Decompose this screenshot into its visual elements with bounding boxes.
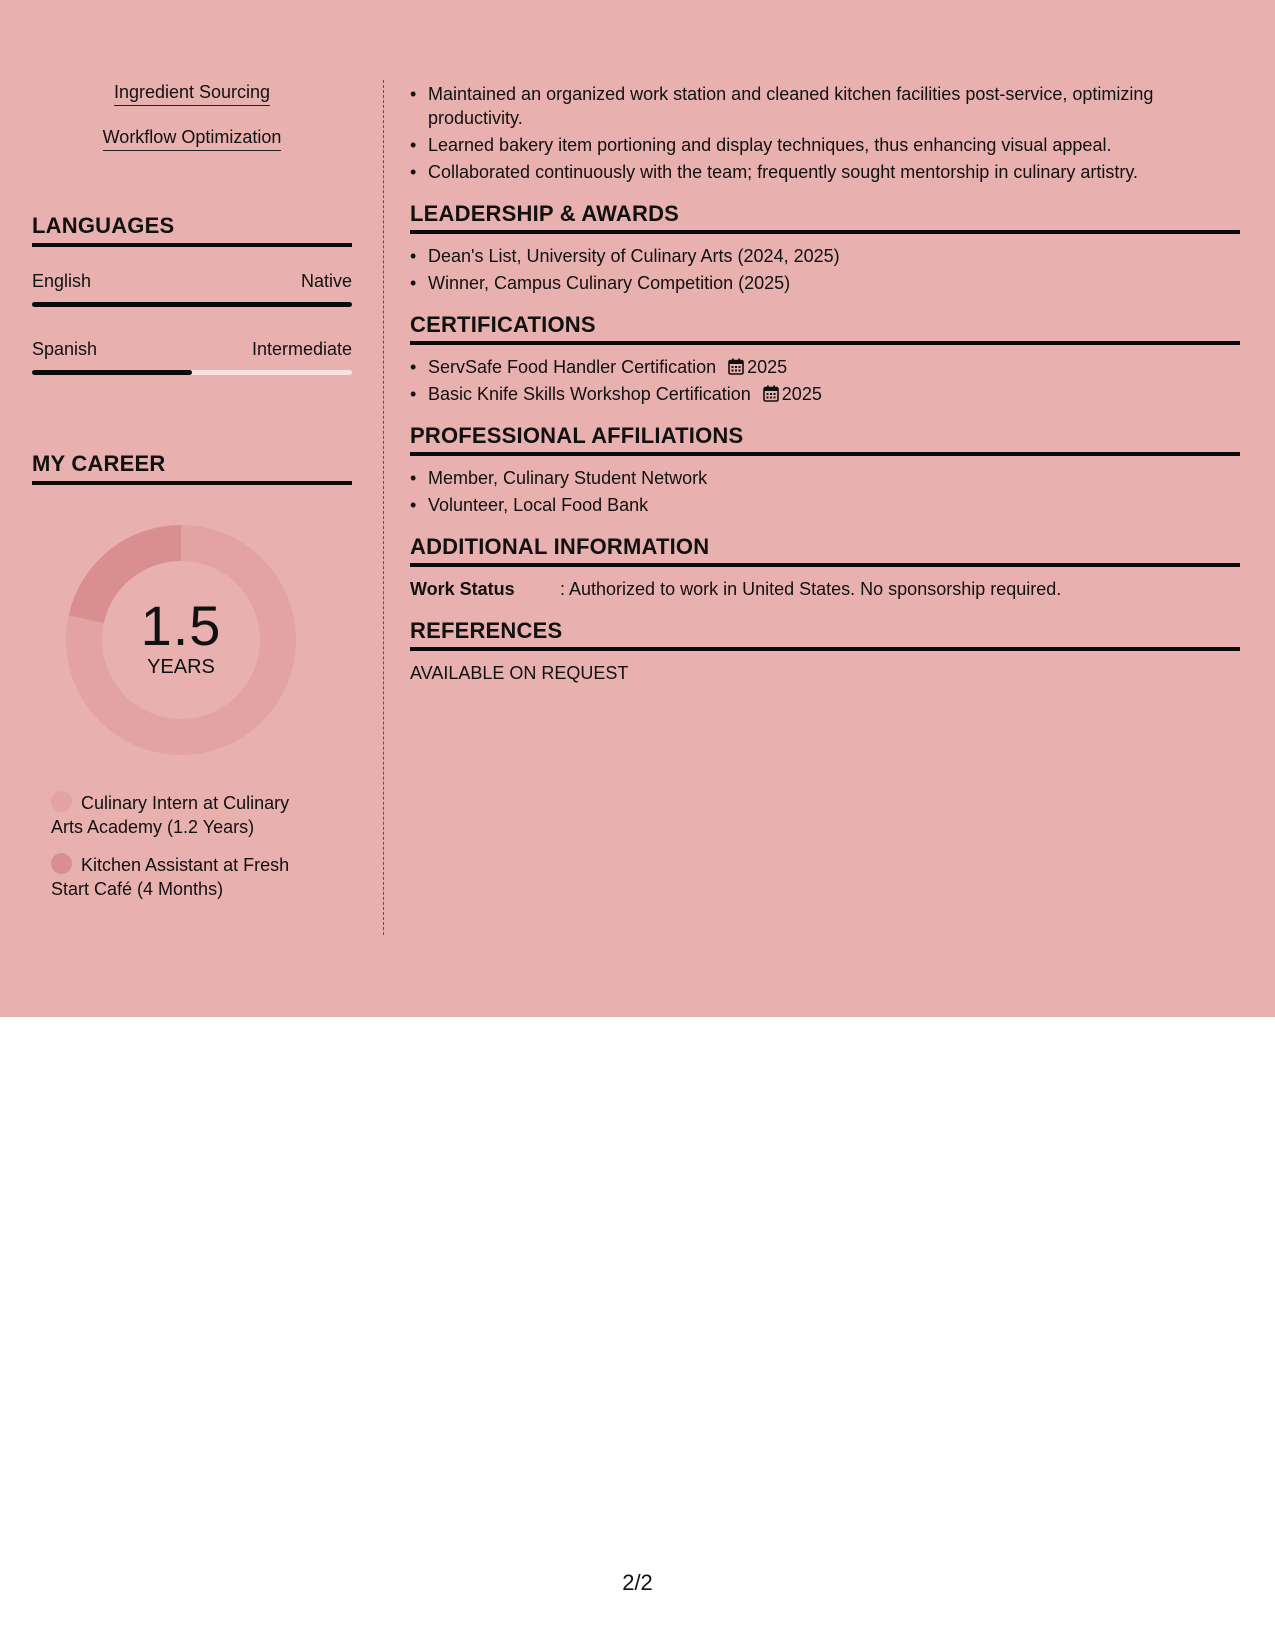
references-heading: REFERENCES — [410, 617, 1240, 651]
certification-year: 2025 — [781, 384, 822, 404]
language-level: Native — [300, 271, 352, 291]
page-number: 2/2 — [622, 1570, 653, 1595]
career-heading: MY CAREER — [32, 450, 352, 485]
calendar-icon — [763, 385, 779, 402]
column-divider — [383, 80, 384, 935]
legend-dot-icon — [51, 853, 72, 874]
list-item: • Dean's List, University of Culinary Arts (2024, 2025) — [410, 244, 1240, 268]
career-total-value: 1.5 — [140, 594, 222, 657]
skill-tag: Workflow Optimization — [103, 125, 282, 151]
certification-name: Basic Knife Skills Workshop Certification — [428, 384, 751, 404]
career-donut-chart — [66, 525, 296, 755]
career-section — [32, 450, 352, 901]
language-bar — [32, 302, 352, 307]
leadership-heading: LEADERSHIP & AWARDS — [410, 200, 1240, 234]
list-item: • Volunteer, Local Food Bank — [410, 493, 1240, 517]
references-text: AVAILABLE ON REQUEST — [410, 663, 629, 683]
legend-item — [51, 853, 321, 901]
certification-year: 2025 — [747, 357, 788, 377]
certification-name: ServSafe Food Handler Certification — [428, 357, 717, 377]
language-item — [32, 269, 352, 307]
career-total-unit: YEARS — [147, 656, 215, 678]
affiliations-heading: PROFESSIONAL AFFILIATIONS — [410, 422, 1240, 456]
skill-tag: Ingredient Sourcing — [114, 80, 270, 106]
language-level: Intermediate — [251, 339, 352, 359]
certifications-list — [410, 355, 1240, 406]
legend-label: Kitchen Assistant at Fresh Start Café (4 Months) — [51, 855, 290, 899]
legend-dot-icon — [51, 791, 72, 812]
language-name: Spanish — [32, 339, 98, 359]
legend-label: Culinary Intern at Culinary Arts Academy (1.2 Years) — [51, 793, 290, 837]
list-item — [410, 382, 1240, 406]
list-item: • Winner, Campus Culinary Competition (2025) — [410, 271, 1240, 295]
language-bar-fill — [32, 302, 352, 307]
work-status-value: : Authorized to work in United States. No sponsorship required. — [560, 579, 1062, 599]
work-status-label: Work Status — [410, 579, 515, 599]
experience-bullets — [410, 82, 1240, 184]
language-bar-fill — [32, 370, 192, 375]
certifications-heading: CERTIFICATIONS — [410, 311, 1240, 345]
calendar-icon — [728, 358, 744, 375]
list-item: • Member, Culinary Student Network — [410, 466, 1240, 490]
career-legend — [51, 791, 321, 901]
language-item — [32, 337, 352, 375]
affiliations-list — [410, 466, 1240, 517]
additional-info-heading: ADDITIONAL INFORMATION — [410, 533, 1240, 567]
languages-section — [32, 212, 352, 375]
language-name: English — [32, 271, 92, 291]
sidebar — [32, 80, 352, 915]
leadership-list — [410, 244, 1240, 295]
legend-item — [51, 791, 321, 839]
list-item — [410, 355, 1240, 379]
work-status-row — [410, 577, 1240, 601]
list-item: • Maintained an organized work station and cleaned kitchen facilities post-service, optimizing productivity. — [410, 82, 1240, 130]
main-content — [410, 80, 1240, 685]
list-item: • Collaborated continuously with the team; frequently sought mentorship in culinary artistry. — [410, 160, 1240, 184]
list-item: • Learned bakery item portioning and display techniques, thus enhancing visual appeal. — [410, 133, 1240, 157]
skills-list — [32, 80, 352, 170]
language-bar — [32, 370, 352, 375]
languages-heading: LANGUAGES — [32, 212, 352, 247]
